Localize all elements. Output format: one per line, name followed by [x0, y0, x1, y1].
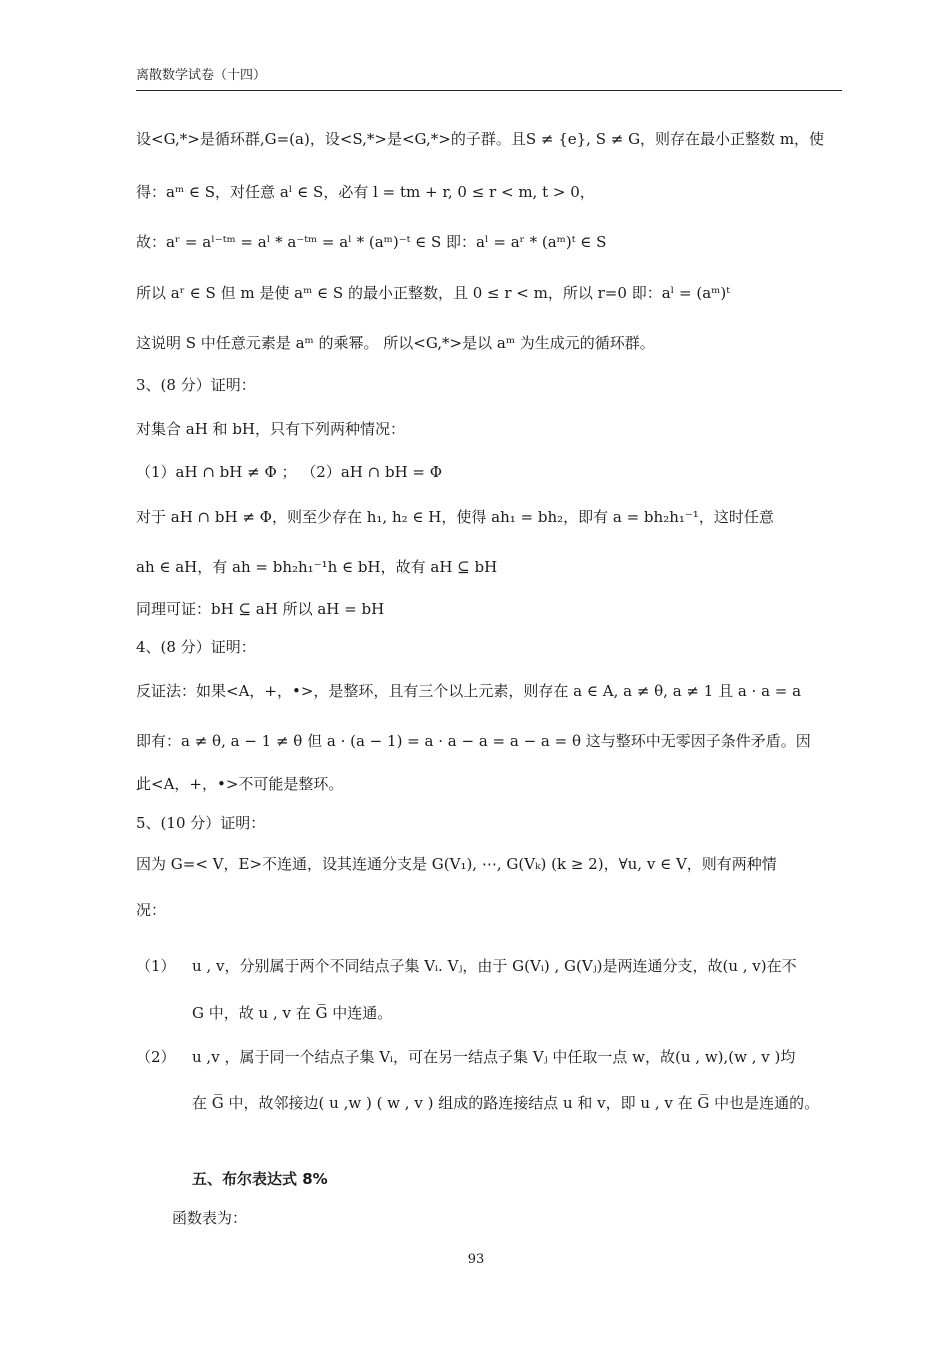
text-line: 即有：a ≠ θ, a − 1 ≠ θ 但 a · (a − 1) = a · a − a = a − a = θ 这与整环中无零因子条件矛盾。因	[136, 732, 811, 750]
list-item	[136, 955, 842, 977]
section-heading-3: 3、(8 分）证明：	[136, 376, 256, 394]
text-line: 反证法：如果<A，+，•>，是整环，且有三个以上元素，则存在 a ∈ A, a ≠ θ, a ≠ 1 且 a · a = a	[136, 682, 802, 700]
text-line: 这说明 S 中任意元素是 aᵐ 的乘幂。 所以<G,*>是以 aᵐ 为生成元的循环群。	[136, 334, 655, 352]
list-item-text: u , v，分别属于两个不同结点子集 Vᵢ. Vⱼ，由于 G(Vᵢ) , G(Vⱼ)是两连通分支，故(u , v)在不	[192, 957, 797, 975]
page-number: 93	[467, 1252, 485, 1267]
section-heading-4: 4、(8 分）证明：	[136, 638, 256, 656]
section-intro: 函数表为：	[172, 1209, 248, 1227]
text-line: 同理可证：bH ⊆ aH 所以 aH = bH	[136, 600, 385, 618]
text-line: 因为 G=< V，E>不连通，设其连通分支是 G(V₁), ⋯, G(Vₖ) (k ≥ 2)，∀u, v ∈ V，则有两种情	[136, 855, 777, 873]
page-header: 离散数学试卷（十四）	[136, 66, 842, 91]
text-line: 此<A，+，•>不可能是整环。	[136, 775, 344, 793]
list-item-text: u ,v ，属于同一个结点子集 Vᵢ，可在另一结点子集 Vⱼ 中任取一点 w，故(u , w),(w , v )均	[192, 1048, 796, 1066]
text-line: 对集合 aH 和 bH，只有下列两种情况：	[136, 420, 406, 438]
text-line: （1）aH ∩ bH ≠ Φ ； （2）aH ∩ bH = Φ	[136, 463, 443, 481]
list-item-number: （1）	[136, 957, 176, 975]
text-line: 故：aʳ = aˡ⁻ᵗᵐ = aˡ * a⁻ᵗᵐ = aˡ * (aᵐ)⁻ᵗ ∈ S 即：aˡ = aʳ * (aᵐ)ᵗ ∈ S	[136, 233, 607, 251]
section-heading-5: 5、(10 分）证明：	[136, 814, 266, 832]
text-line: ah ∈ aH，有 ah = bh₂h₁⁻¹h ∈ bH，故有 aH ⊆ bH	[136, 558, 498, 576]
text-line: 得：aᵐ ∈ S，对任意 aˡ ∈ S，必有 l = tm + r, 0 ≤ r < m, t > 0，	[136, 183, 595, 201]
list-item-continuation: 在 G̅ 中，故邻接边( u ,w ) ( w , v ) 组成的路连接结点 u 和 v，即 u , v 在 G̅ 中也是连通的。	[192, 1094, 820, 1112]
list-item-number: （2）	[136, 1048, 176, 1066]
text-line: 对于 aH ∩ bH ≠ Φ，则至少存在 h₁, h₂ ∈ H，使得 ah₁ = bh₂，即有 a = bh₂h₁⁻¹，这时任意	[136, 508, 774, 526]
text-line: 所以 aʳ ∈ S 但 m 是使 aᵐ ∈ S 的最小正整数，且 0 ≤ r < m，所以 r=0 即：aˡ = (aᵐ)ᵗ	[136, 284, 730, 302]
list-item-continuation: G 中，故 u , v 在 G̅ 中连通。	[192, 1004, 393, 1022]
list-item	[136, 1046, 842, 1068]
text-line: 设<G,*>是循环群,G=(a)，设<S,*>是<G,*>的子群。且S ≠ {e}, S ≠ G，则存在最小正整数 m，使	[136, 130, 825, 148]
text-line: 况：	[136, 901, 167, 919]
section-title: 五、布尔表达式 8%	[192, 1170, 328, 1188]
